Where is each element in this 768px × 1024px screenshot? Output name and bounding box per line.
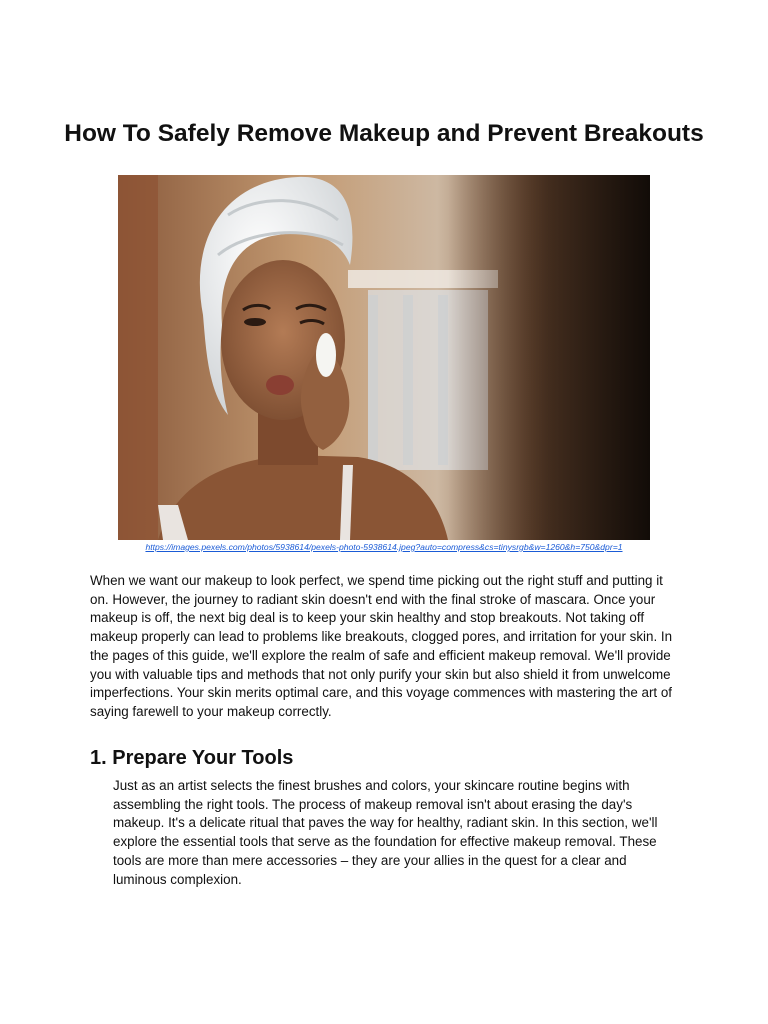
image-source-link[interactable]: https://images.pexels.com/photos/5938614/pexels-photo-5938614.jpeg?auto=compress&cs=tinysrgb&w=1260&h=750&dpr=1: [145, 542, 623, 552]
section-body-prepare-tools: Just as an artist selects the finest brushes and colors, your skincare routine begins with assembling the right tools. The process of makeup removal isn't about erasing the day's makeup. It's a delicate ritual that paves the way for healthy, radiant skin. In this section, we'll explore the essential tools that serve as the foundation for effective makeup removal. These tools are more than mere accessories – they are your allies in the quest for a clear and luminous complexion.: [113, 778, 658, 887]
photo-woman-towel-cotton-pad-icon: [118, 175, 650, 540]
article-photo: [118, 175, 650, 540]
page-title: How To Safely Remove Makeup and Prevent Breakouts: [64, 120, 704, 147]
intro-paragraph: When we want our makeup to look perfect, we spend time picking out the right stuff and putting it on. However, the journey to radiant skin doesn't end with the final stroke of mascara. Once your makeup is off, the next big deal is to keep your skin healthy and stop breakouts. Not taking off makeup properly can lead to problems like breakouts, clogged pores, and irritation for your skin. In the pages of this guide, we'll explore the realm of safe and efficient makeup removal. We'll provide you with valuable tips and methods that not only purify your skin but also shield it from unwelcome imperfections. Your skin merits optimal care, and this voyage commences with mastering the art of saying farewell to your makeup correctly.: [90, 573, 673, 719]
image-caption: [0, 541, 768, 553]
section-heading-prepare-tools: 1. Prepare Your Tools: [90, 747, 294, 769]
